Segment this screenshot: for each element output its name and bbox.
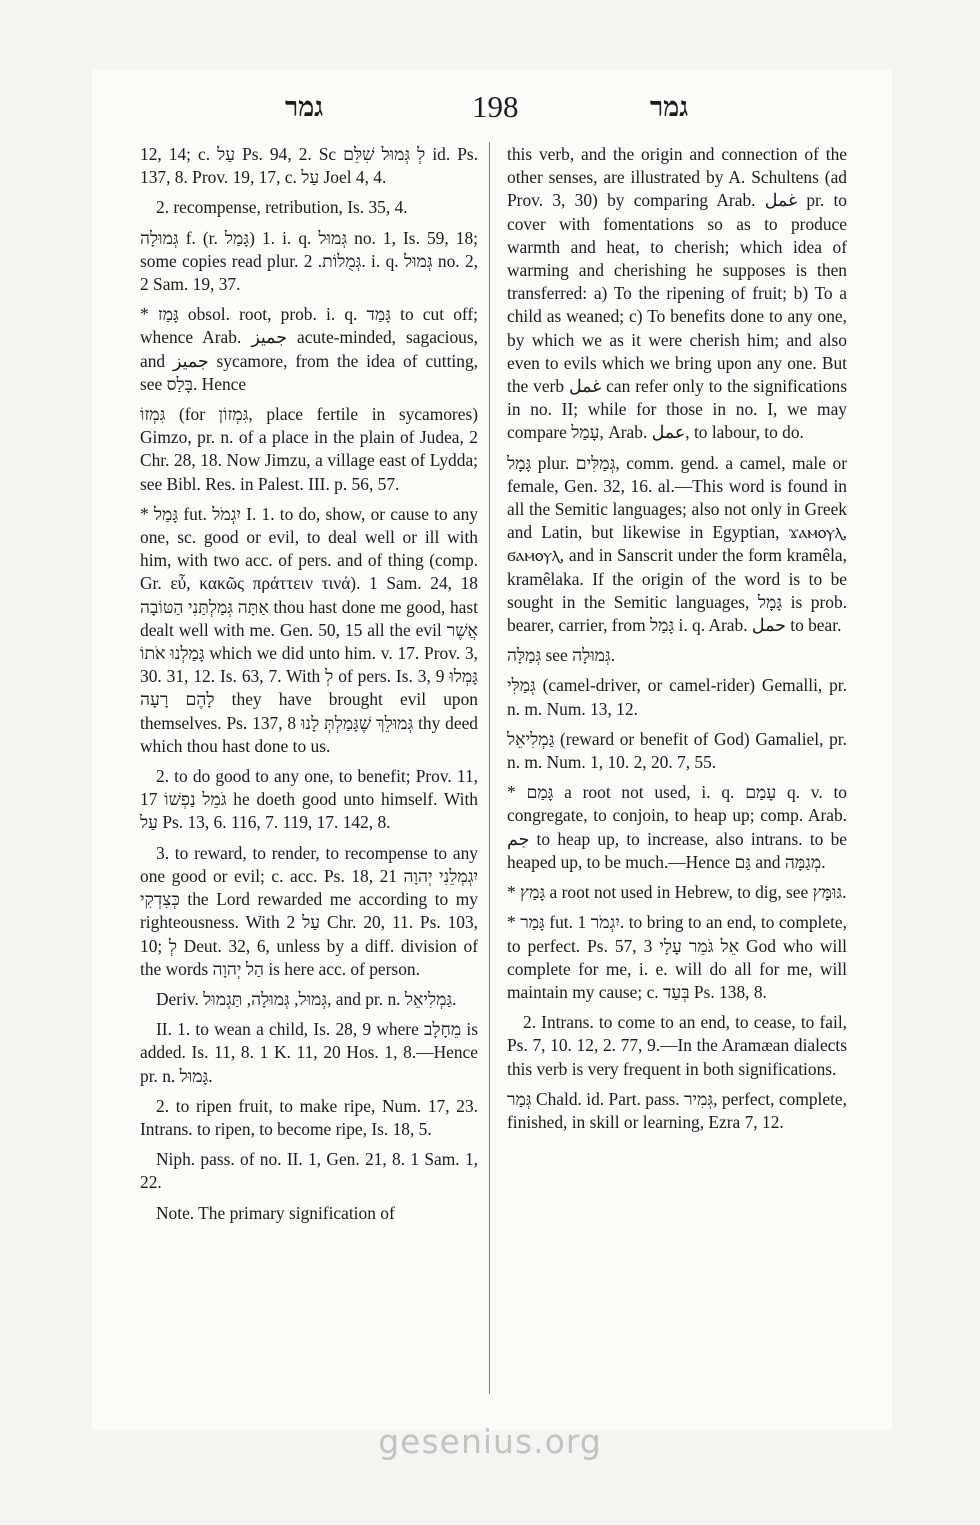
entry-gamam: * גָּמַם a root not used, i. q. עָמַם q. v. to congregate, to conjoin, to heap up; comp. Arab. جم to heap up, to increase, also intrans. to be heaped up, to be much.—Hence גַּם and מְגַמָּה. [507,782,847,872]
note-heading: Note. The primary signification of [156,1202,395,1223]
entry-gemar-chald: גְּמַר Chald. id. Part. pass. גְּמִיר, perfect, complete, finished, in skill or learning, Ezra 7, 12. [507,1088,847,1132]
running-head-right: גמר [650,92,689,122]
entry-gamal-camel: גָּמָל plur. גְּמַלִּים, comm. gend. a camel, male or female, Gen. 32, 16. al.—This word is found in all the Semitic languages; also not only in Greek and Latin, but likewise in Egyptian, ϫⲁⲙⲟⲩⲗ, ϭⲁⲙⲟⲩⲗ, and in Sanscrit under the form kramêla, kramêlaka. If the origin of the word is to be sought in the Semitic languages, גָּמָל is prob. bearer, carrier, from גָּמַל i. q. Arab. حمل to bear. [507,452,847,636]
entry-gemallah: גְּמַלָּה see גְּמוּלָה. [507,645,616,666]
entry-gemulah: גְּמוּלָה f. (r. גָּמַל) 1. i. q. גְּמוּל no. 1, Is. 59, 18; some copies read plur. גְּמֻלוֹת. 2. i. q. גְּמוּל no. 2, 2 Sam. 19, 37. [140,227,479,295]
right-column [507,143,847,1134]
sense-recompense: 2. recompense, retribution, Is. 35, 4. [156,197,408,218]
entry-gamaz: * גָּמַז obsol. root, prob. i. q. גָּמַד to cut off; whence Arab. جميز acute-minded, sagacious, and جميز sycamore, from the idea of cutting, see בָּלַס. Hence [140,304,478,394]
sense-intrans: 2. Intrans. to come to an end, to cease, to fail, Ps. 7, 10. 12, 2. 77, 9.—In the Aramæan dialects this verb is very frequent in both significations. [507,1012,847,1079]
entry-gamar: * גָּמַר fut. יִגְמֹר 1. to bring to an end, to complete, to perfect. Ps. 57, 3 אֵל גֹּמֵר עָלָי God who will complete for me, i. e. will do all for me, will maintain my cause; c. בְּעַד Ps. 138, 8. [507,912,848,1002]
column-divider [489,142,490,1394]
entry-gamats: * גָּמַץ a root not used in Hebrew, to dig, see גּוּמָּץ. [507,882,847,903]
sense-ripen: 2. to ripen fruit, to make ripe, Num. 17, 23. Intrans. to ripen, to become ripe, Is. 18, 5. [140,1095,478,1139]
page-number: 198 [472,89,519,124]
watermark-footer: gesenius.org [378,1422,602,1461]
entry-gamal-verb: * גָּמַל fut. יִגְמֹל I. 1. to do, show, or cause to any one, sc. good or evil, to deal well or ill with him, with two acc. of pers. and of thing (comp. Gr. εὖ, κακῶς πράττειν τινά). 1 Sam. 24, 18 אַתָּה גְּמַלְתַּנִי הַטּוֹבָה thou hast done me good, hast dealt well with me. Gen. 50, 15 all the evil אֲשֶׁר גָּמַלְנוּ אֹתוֹ which we did unto him. v. 17. Prov. 3, 30. 31, 12. Is. 63, 7. With לְ of pers. Is. 3, 9 גָּמְלוּ לָהֶם רָעָה they have brought evil upon themselves. Ps. 137, 8 גְּמוּלֵךְ שֶׁגָּמַלְתְּ לָנוּ thy deed which thou hast done to us. [140,503,479,756]
sense-reward: 3. to reward, to render, to recompense to any one good or evil; c. acc. Ps. 18, 21 יִגְמְלֵנִי יְהוָה כְּצִדְקִי the Lord rewarded me according to my righteousness. With עַל 2 Chr. 20, 11. Ps. 103, 10; לְ Deut. 32, 6, unless by a diff. division of the words הַל יְהוָה is here acc. of person. [140,842,479,979]
left-column [140,143,478,1225]
note-continuation: this verb, and the origin and connection of the other senses, are illustrated by A. Schultens (ad Prov. 3, 30) by comparing Arab. غمل pr. to cover with fomentations so as to produce warmth and heat, to cherish; which idea of warming and cherishing he supposes is then transferred: a) To the ripening of fruit; b) To a child as weaned; c) To benefits done to any one, by which we as it were cherish him; and also even to evils which we bring upon any one. But the verb غمل can refer only to the significations in no. II; while for those in no. I, we may compare עָמַל, Arab. عمل, to labour, to do. [507,144,847,443]
entry-continuation: 12, 14; c. עַל Ps. 94, 2. Sc לְ גְּמוּל שִׁלֵּם id. Ps. 137, 8. Prov. 19, 17, c. עַל Joel 4, 4. [140,144,479,188]
sense-do-good: 2. to do good to any one, to benefit; Prov. 11, 17 גֹּמֵל נַפְשׁוֹ he doeth good unto himself. With עַל Ps. 13, 6. 116, 7. 119, 17. 142, 8. [140,766,478,833]
derivatives: Deriv. גְּמוּל, גְּמוּלָה, תַּגְמוּל, and pr. n. גַּמְלִיאֵל. [156,988,457,1009]
running-head-left: גמר [285,92,324,122]
sense-wean: II. 1. to wean a child, Is. 28, 9 where מֵחָלָב is added. Is. 11, 8. 1 K. 11, 20 Hos. 1, 8.—Hence pr. n. גָּמוּל. [140,1019,478,1086]
entry-gemalli: גְּמַלִּי (camel-driver, or camel-rider) Gemalli, pr. n. m. Num. 13, 12. [507,675,847,719]
niphal-note: Niph. pass. of no. II. 1, Gen. 21, 8. 1 Sam. 1, 22. [140,1149,478,1193]
page-header [0,89,980,132]
entry-gamliel: גַּמְלִיאֵל (reward or benefit of God) Gamaliel, pr. n. m. Num. 1, 10. 2, 20. 7, 55. [507,728,847,773]
entry-gimzo: גִּמְזוֹ (for גִּמְזוֹן, place fertile in sycamores) Gimzo, pr. n. of a place in the plain of Judea, 2 Chr. 28, 18. Now Jimzu, a village east of Lydda; see Bibl. Res. in Palest. III. p. 56, 57. [140,404,479,494]
